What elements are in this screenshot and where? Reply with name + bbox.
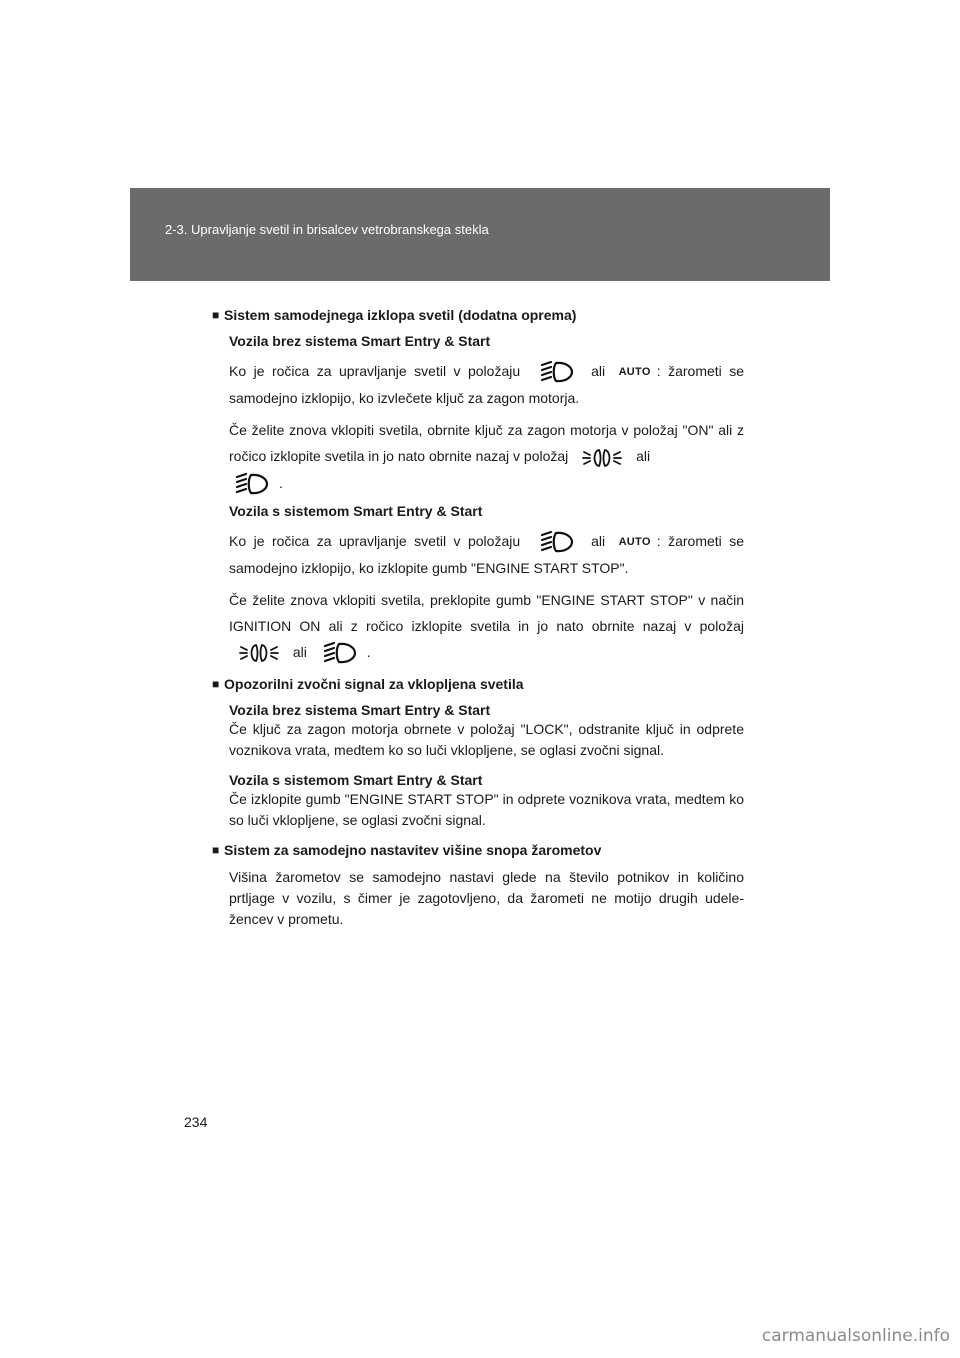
square-bullet-icon: ■ xyxy=(212,843,220,858)
section-title: 2-3. Upravljanje svetil in brisalcev vetrobranskega stekla xyxy=(165,222,489,237)
section-heading: Sistem za samodejno nastavitev višine snopa žarometov xyxy=(224,842,602,859)
headlight-icon xyxy=(538,530,574,554)
tail-lights-icon xyxy=(239,641,279,665)
content xyxy=(212,306,744,940)
sub-heading: Vozila brez sistema Smart Entry & Start xyxy=(229,333,491,349)
sub-heading: Vozila s sistemom Smart Entry & Start xyxy=(229,502,483,519)
paragraph: Ko je ročica za upravljanje svetil v položaju ali AUTO : žarometi se samodejno izklopijo, ko izvlečete ključ za zagon motorja. xyxy=(229,358,744,411)
watermark: carmanualsonline.info xyxy=(761,1326,950,1346)
square-bullet-icon: ■ xyxy=(212,308,220,322)
paragraph: Če izklopite gumb "ENGINE START STOP" in odprete voznikova vrata, medtem ko so luči vklopljene, se oglasi zvočni signal. xyxy=(229,791,744,829)
section-heading: Opozorilni zvočni signal za vklopljena svetila xyxy=(224,676,524,693)
section-heading: Sistem samodejnega izklopa svetil (dodatna oprema) xyxy=(224,307,577,323)
headlight-icon xyxy=(538,360,574,384)
page-number: 234 xyxy=(184,1114,208,1130)
section-warning-buzzer xyxy=(212,675,744,831)
section-auto-off xyxy=(212,306,744,665)
paragraph: Če ključ za zagon motorja obrnete v položaj "LOCK", odstranite ključ in odprete voznikova vrata, medtem ko so luči vklopljene, se oglasi zvočni signal. xyxy=(229,721,744,759)
paragraph: Višina žarometov se samodejno nastavi glede na število potnikov in količino prtljage v vozilu, s čimer je zagotovljeno, da žarometi ne motijo drugih udele-žencev v prometu. xyxy=(229,869,744,928)
headlight-icon xyxy=(321,641,357,665)
header-band xyxy=(130,188,830,281)
auto-icon: AUTO xyxy=(618,366,651,379)
tail-lights-icon xyxy=(582,446,622,470)
square-bullet-icon: ■ xyxy=(212,677,220,692)
section-beam-leveling xyxy=(212,841,744,930)
paragraph: Če želite znova vklopiti svetila, obrnite ključ za zagon motorja v položaj "ON" ali z ročico izklopite svetila in jo nato obrnite nazaj v položaj ali . xyxy=(229,417,744,496)
paragraph: Ko je ročica za upravljanje svetil v položaju ali AUTO : žarometi se samodejno izklopijo, ko izklopite gumb "ENGINE START STOP". xyxy=(229,528,744,581)
headlight-icon xyxy=(233,472,269,496)
sub-heading: Vozila brez sistema Smart Entry & Start xyxy=(229,702,491,719)
paragraph: Če želite znova vklopiti svetila, preklopite gumb "ENGINE START STOP" v način IGNITION ON ali z ročico izklopite svetila in jo nato obrnite nazaj v položaj ali . xyxy=(229,587,744,665)
auto-icon: AUTO xyxy=(618,536,651,549)
sub-heading: Vozila s sistemom Smart Entry & Start xyxy=(229,772,483,789)
